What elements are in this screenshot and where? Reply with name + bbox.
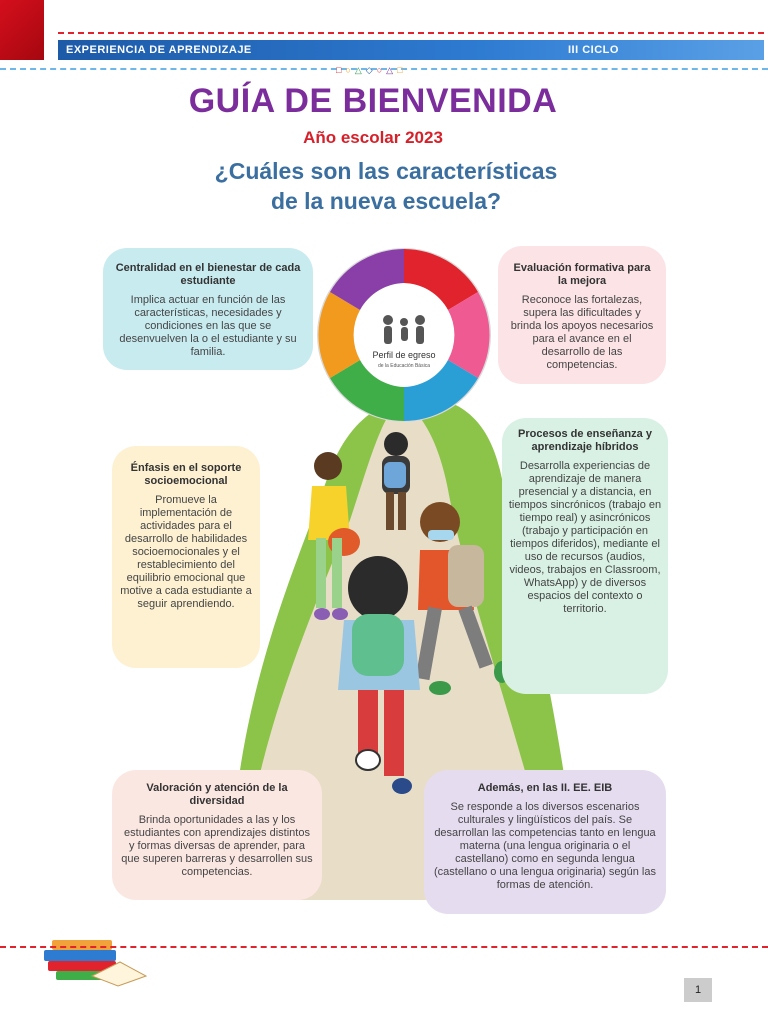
wheel-sublabel: de la Educación Básica (378, 363, 430, 369)
card-hibridos (502, 418, 668, 694)
header-left-label: EXPERIENCIA DE APRENDIZAJE (66, 44, 252, 56)
card-body: Promueve la implementación de actividades para el desarrollo de habilidades socioemocionales y el restablecimiento del equilibrio emocional que motive a cada estudiante a seguir aprendiendo. (120, 494, 252, 610)
square-icon: □ (397, 65, 403, 75)
diamond-icon: ◇ (365, 65, 373, 75)
square-icon: □ (336, 65, 342, 75)
card-socioemocional (112, 446, 260, 668)
card-title: Énfasis en el soporte socioemocional (130, 462, 242, 487)
card-body: Implica actuar en función de las características, necesidades y condiciones en las que se desenvuelven la o el estudiante y su familia. (119, 294, 297, 358)
card-body: Se responde a los diversos escenarios culturales y lingüísticos del país. Se desarrollan las competencias tanto en lengua materna (una lengua originaria o el castellano) como en segunda lengua (castellano o una lengua originaria) según las formas de atención. (434, 801, 656, 891)
card-title: Evaluación formativa para la mejora (513, 262, 651, 287)
card-eib (424, 770, 666, 914)
page-title: GUÍA DE BIENVENIDA (188, 82, 558, 120)
bottom-dashed-line (0, 946, 768, 948)
card-body: Brinda oportunidades a las y los estudiantes con aprendizajes distintos y formas diversas de aprender, para que superen barreras y desarrollen sus competencias. (121, 814, 313, 878)
card-title: Además, en las II. EE. EIB (477, 782, 613, 794)
card-evaluacion (498, 246, 666, 384)
card-body: Reconoce las fortalezas, supera las dificultades y brinda los apoyos necesarios para el avance en el desarrollo de las competencias. (510, 294, 654, 371)
profile-wheel (318, 249, 490, 421)
card-title: Valoración y atención de la diversidad (146, 782, 288, 807)
question-line-2: de la nueva escuela? (270, 188, 502, 214)
card-body: Desarrolla experiencias de aprendizaje de manera presencial y a distancia, en tiempos sincrónicos (trabajo en tiempo real) y asincrónicos (trabajo y participación en tiempos diferidos), mediante el uso de recursos (audios, videos, trabajos en Classroom, WhatsApp) y de diversos espacios del contexto o territorio. (508, 460, 662, 615)
page-subtitle: Año escolar 2023 (303, 128, 443, 147)
card-bienestar (103, 248, 313, 370)
circle-icon: ○ (376, 65, 383, 75)
card-diversidad (112, 770, 322, 900)
circle-icon: ○ (345, 65, 351, 75)
family-icon (383, 315, 425, 344)
triangle-icon: △ (386, 65, 394, 75)
question-line-1: ¿Cuáles son las características (214, 158, 558, 184)
wheel-label: Perfil de egreso (372, 350, 436, 360)
page-number: 1 (684, 978, 712, 1002)
header-right-label: III CICLO (568, 44, 619, 56)
card-title: Procesos de enseñanza y aprendizaje híbridos (518, 428, 652, 453)
triangle-icon: △ (354, 65, 362, 75)
card-title: Centralidad en el bienestar de cada estudiante (115, 262, 301, 287)
